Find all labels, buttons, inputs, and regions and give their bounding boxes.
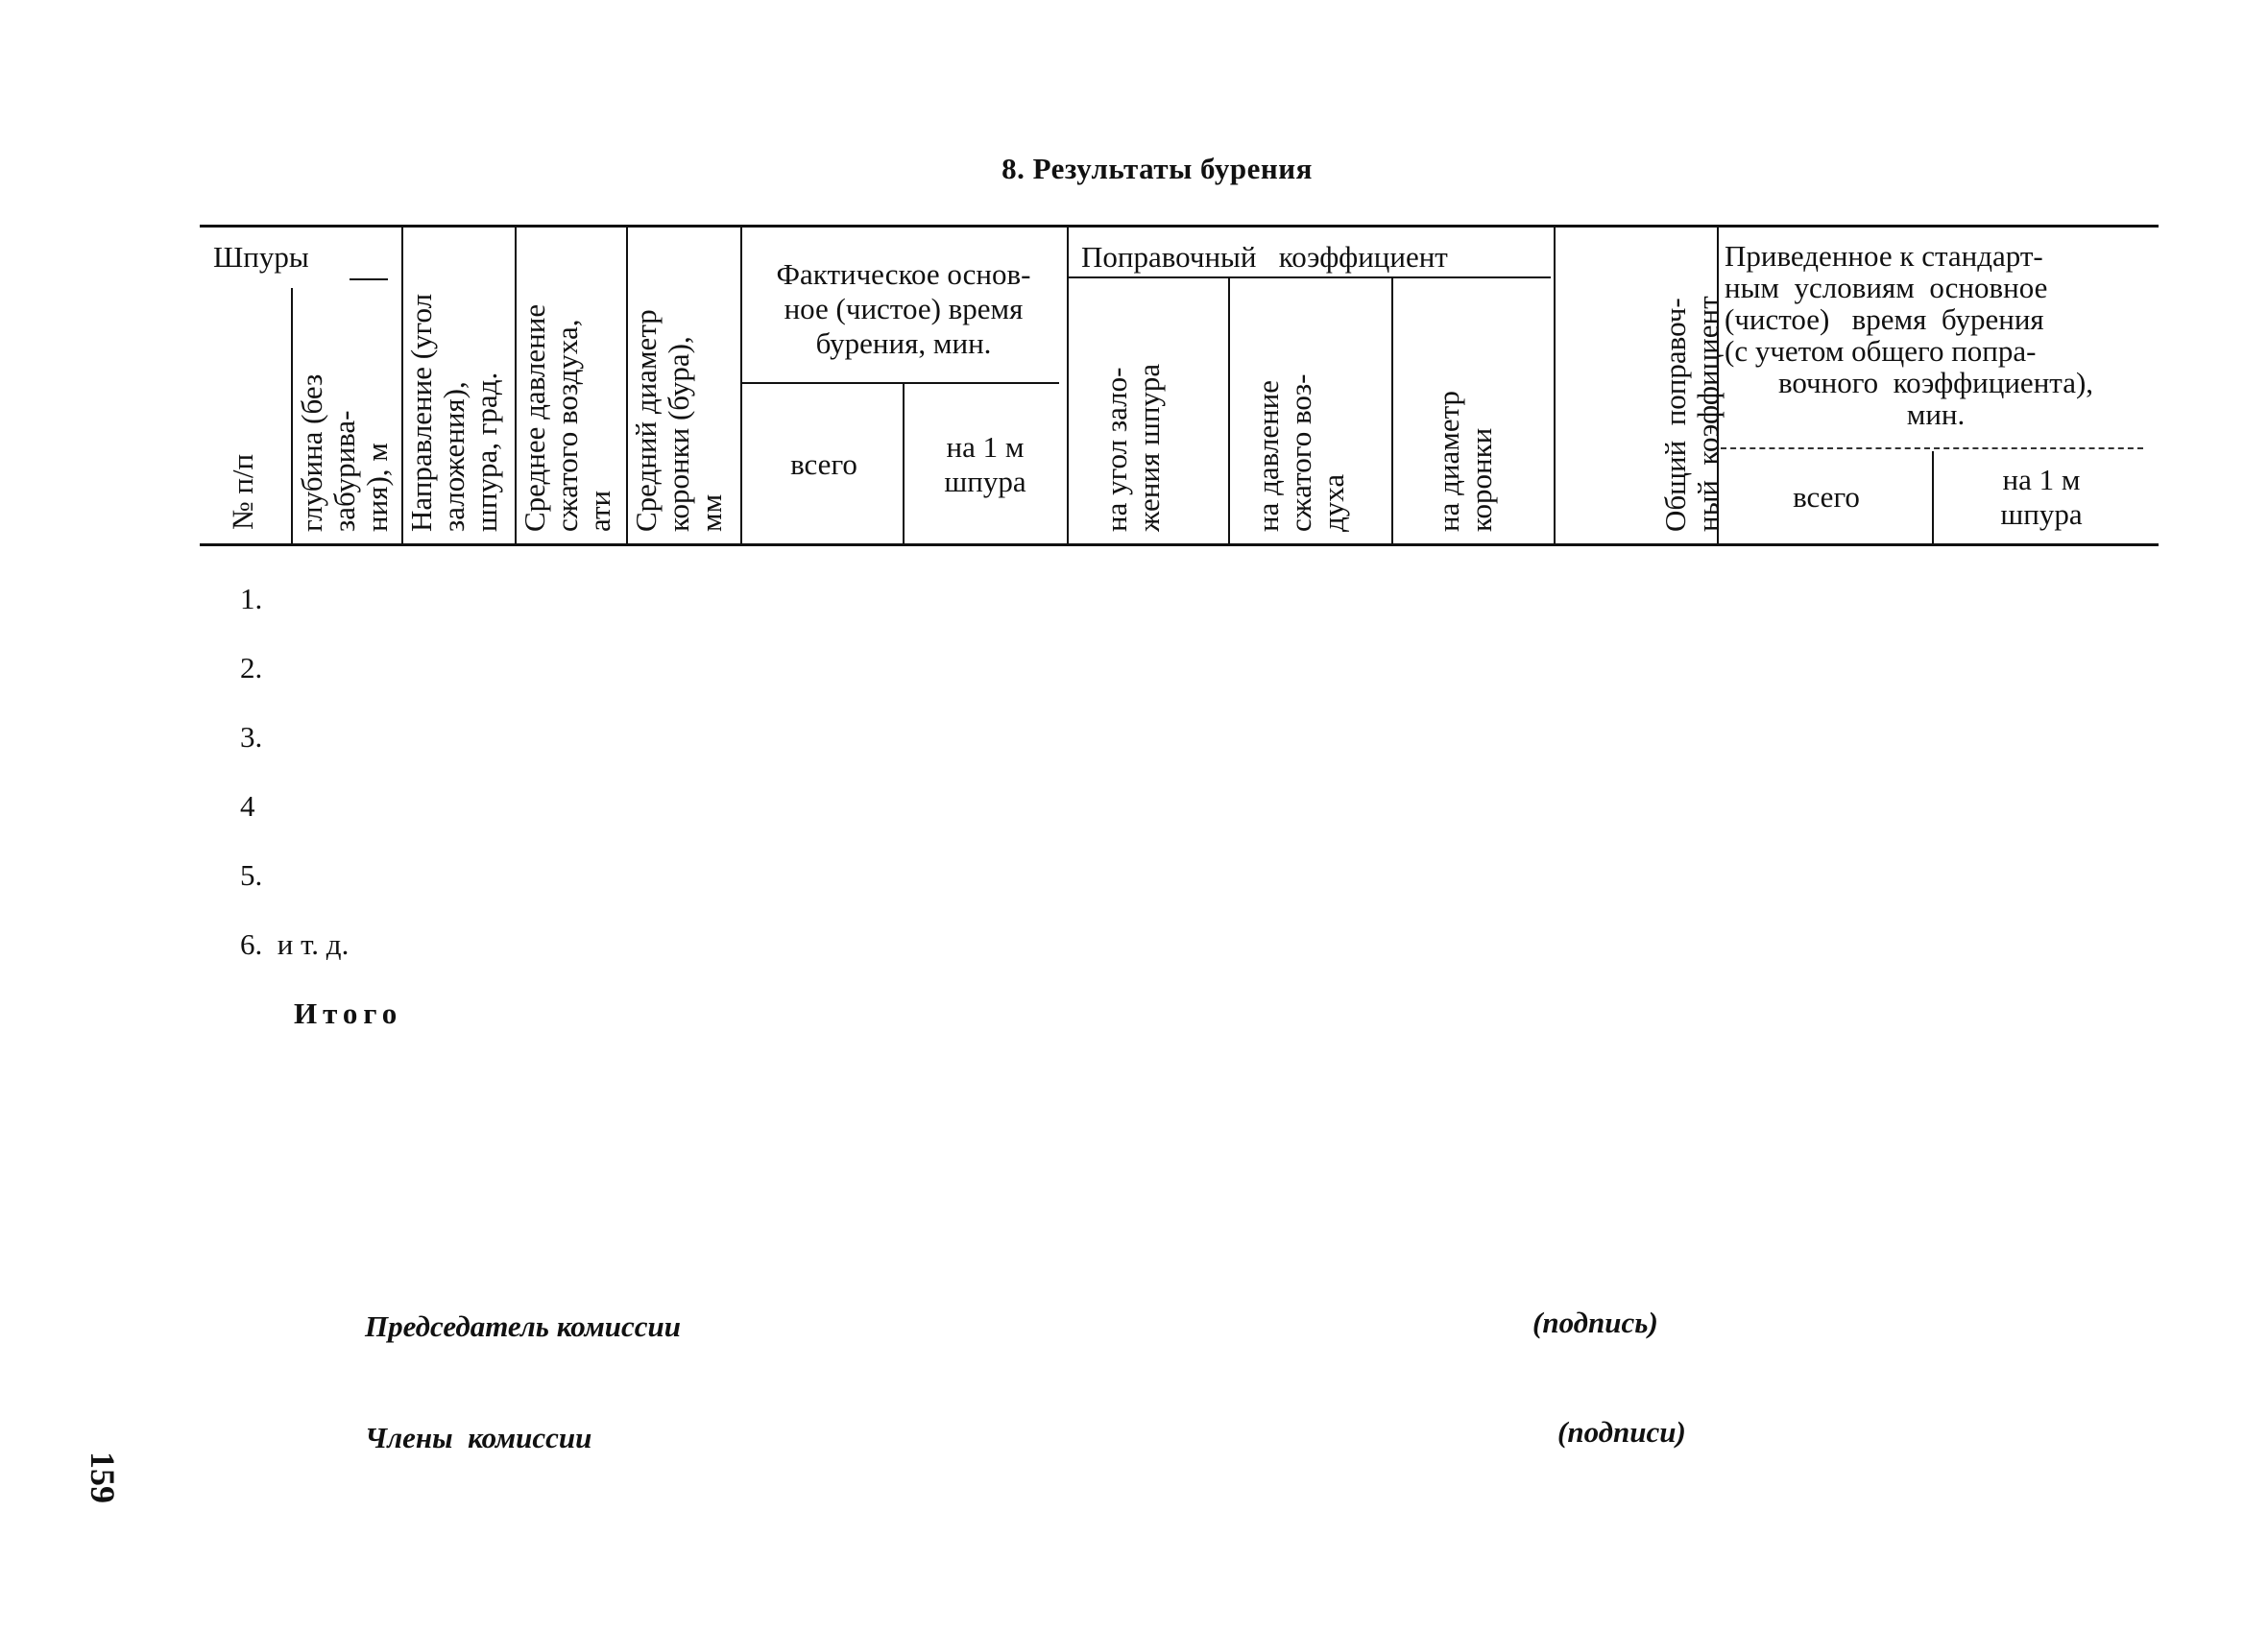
- header-group-reduced-time: Приведенное к стандарт- ным условиям основное (чистое) время бурения (с учетом общего попра- вочного коэффициента), мин.: [1725, 239, 2094, 431]
- col-divider-10: [1554, 228, 1556, 543]
- row-number-1: 1.: [240, 582, 263, 615]
- chairman-label: Председатель комиссии: [365, 1309, 682, 1343]
- row-number-6: 6. и т. д.: [240, 927, 350, 961]
- shpury-short-rule: [350, 278, 388, 280]
- header-col-depth: глубина (без забурива- ния), м: [295, 373, 394, 532]
- col-divider-6: [903, 384, 905, 543]
- col-divider-3: [515, 228, 517, 543]
- header-col-diameter: Средний диаметр коронки (бура), мм: [629, 309, 728, 532]
- reduced-time-subrule: [1721, 447, 2143, 449]
- actual-time-subrule: [742, 382, 1059, 384]
- col-divider-8: [1228, 278, 1230, 543]
- header-group-shpury: Шпуры: [213, 240, 309, 274]
- header-col-direction: Направление (угол заложения), шпура, град.: [404, 293, 503, 532]
- col-divider-2: [401, 228, 403, 543]
- row-number-5: 5.: [240, 858, 263, 892]
- row-number-3: 3.: [240, 720, 263, 754]
- row-number-2: 2.: [240, 651, 263, 684]
- header-reduced-per-m: на 1 м шпура: [2000, 463, 2083, 531]
- table-top-rule: [200, 225, 2159, 228]
- header-group-actual-time: Фактическое основ- ное (чистое) время бурения, мин.: [776, 257, 1031, 360]
- header-corr-pressure: на давление сжатого воз- духа: [1251, 373, 1350, 532]
- header-actual-total: всего: [790, 447, 857, 481]
- col-divider-12: [1932, 451, 1934, 543]
- correction-subrule: [1069, 276, 1551, 278]
- total-label: Итого: [294, 996, 403, 1030]
- col-divider-4: [626, 228, 628, 543]
- header-corr-angle: на угол зало- жения шпура: [1099, 363, 1166, 532]
- header-col-pressure: Среднее давление сжатого воздуха, ати: [518, 303, 616, 532]
- col-divider-5: [740, 228, 742, 543]
- col-divider-1: [291, 288, 293, 543]
- members-label: Члены комиссии: [365, 1421, 592, 1454]
- header-col-no: № п/п: [226, 453, 259, 530]
- chairman-signature-placeholder: (подпись): [1532, 1306, 1658, 1339]
- row-number-4: 4: [240, 789, 255, 823]
- page-title: 8. Результаты бурения: [1001, 152, 1313, 185]
- members-signature-placeholder: (подписи): [1557, 1415, 1686, 1449]
- col-divider-7: [1067, 228, 1069, 543]
- table-header-bottom-rule: [200, 543, 2159, 546]
- header-total-coef: Общий поправоч- ный коэффициент: [1658, 296, 1725, 532]
- header-reduced-total: всего: [1793, 480, 1860, 514]
- header-actual-per-m: на 1 м шпура: [944, 430, 1026, 498]
- page-number: 159: [84, 1452, 122, 1503]
- header-group-correction: Поправочный коэффициент: [1081, 240, 1448, 274]
- header-corr-diameter: на диаметр коронки: [1432, 390, 1498, 532]
- col-divider-9: [1391, 278, 1393, 543]
